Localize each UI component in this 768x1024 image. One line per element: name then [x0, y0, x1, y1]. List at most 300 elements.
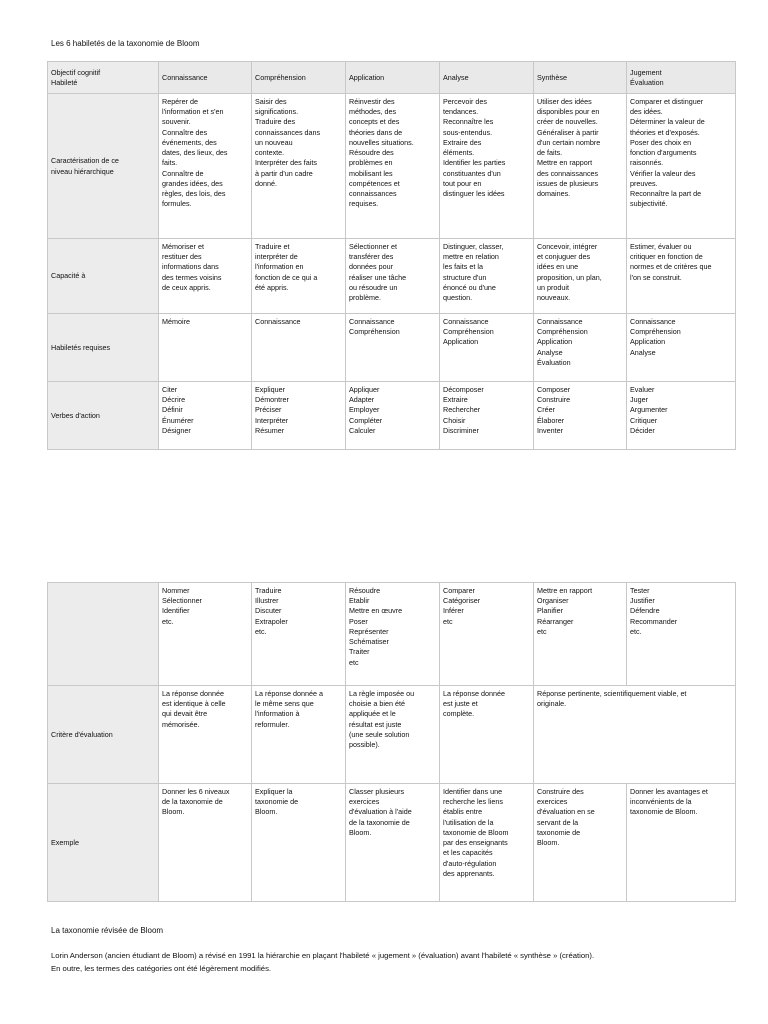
- table-row: [48, 314, 736, 382]
- cell-line: Comparer: [443, 586, 475, 595]
- cell-line: etc: [537, 626, 547, 636]
- cell-line: Discuter: [255, 606, 282, 616]
- paragraph-line: Lorin Anderson (ancien étudiant de Bloom) a révisé en 1991 la hiérarchie en plaçant l'habileté « jugement » (évaluation) avant l'habileté « synthèse » (création).: [51, 951, 595, 960]
- cell-line: Justifier: [630, 596, 655, 606]
- row-label-empty: [48, 583, 159, 686]
- cell-line: transférer des: [349, 252, 394, 262]
- cell-line: réaliser une tâche: [349, 272, 407, 282]
- table-cell: [252, 784, 346, 902]
- cell-line: Bloom.: [349, 827, 372, 837]
- cell-line: Sélectionner: [162, 596, 202, 606]
- cell-line: Créer: [537, 405, 555, 415]
- cell-line: taxonomie de: [255, 797, 299, 807]
- header-cell: [440, 62, 534, 94]
- cell-line: Compréhension: [630, 327, 681, 337]
- row-label: [48, 94, 159, 239]
- cell-line: Construire: [537, 395, 571, 405]
- cell-line: et les capacités: [443, 848, 493, 858]
- cell-line: un nouveau: [255, 137, 293, 147]
- cell-line: de la taxonomie de: [162, 797, 223, 807]
- cell-line: distinguer les idées: [443, 188, 505, 198]
- cell-line: par des enseignants: [443, 838, 508, 848]
- cell-line: La réponse donnée: [443, 689, 505, 698]
- cell-line: Déterminer la valeur de: [630, 117, 705, 127]
- cell-line: dates, des lieux, des: [162, 148, 228, 158]
- cell-line: Analyse: [443, 72, 469, 82]
- cell-line: établis entre: [443, 807, 483, 817]
- cell-line: mettre en relation: [443, 252, 499, 262]
- cell-line: Mémoriser et: [162, 242, 204, 251]
- cell-line: Application: [537, 337, 573, 347]
- cell-line: Tester: [630, 586, 650, 595]
- cell-line: l'information et s'en: [162, 107, 224, 117]
- cell-line: etc: [443, 616, 453, 626]
- cell-line: La règle imposée ou: [349, 689, 415, 698]
- cell-line: Verbes d'action: [51, 410, 100, 420]
- cell-line: Élaborer: [537, 415, 565, 425]
- table-cell: [627, 239, 736, 314]
- cell-line: connaissances dans: [255, 127, 321, 137]
- cell-line: d'auto-régulation: [443, 858, 497, 868]
- cell-line: tout pour en: [443, 178, 482, 188]
- cell-line: méthodes, des: [349, 107, 397, 117]
- table-row-example: [48, 784, 736, 902]
- cell-line: originale.: [537, 699, 567, 709]
- cell-line: Saisir des: [255, 97, 287, 106]
- table-cell: [440, 239, 534, 314]
- cell-line: Résoudre des: [349, 148, 394, 158]
- cell-line: Identifier les parties: [443, 158, 506, 168]
- cell-line: de la taxonomie de: [349, 817, 410, 827]
- cell-line: niveau hiérarchique: [51, 166, 114, 176]
- cell-line: règles, des lois, des: [162, 188, 226, 198]
- cell-line: l'utilisation de la: [443, 817, 494, 827]
- cell-line: Évaluation: [537, 357, 571, 367]
- cell-line: raisonnés.: [630, 158, 664, 168]
- cell-line: Extraire des: [443, 137, 482, 147]
- cell-line: Mémoire: [162, 317, 190, 326]
- cell-line: problème.: [349, 293, 381, 303]
- cell-line: Schématiser: [349, 637, 389, 647]
- row-label: [48, 382, 159, 450]
- table-cell: [252, 686, 346, 784]
- cell-line: Énumérer: [162, 415, 194, 425]
- cell-line: etc: [349, 657, 359, 667]
- cell-line: La réponse donnée: [162, 689, 224, 698]
- cell-line: Traduire des: [255, 117, 296, 127]
- cell-line: reformuler.: [255, 719, 290, 729]
- table-cell: [440, 686, 534, 784]
- cell-line: La réponse donnée a: [255, 689, 323, 698]
- cell-line: Mettre en œuvre: [349, 606, 403, 616]
- cell-line: Choisir: [443, 415, 466, 425]
- table-cell: [159, 686, 252, 784]
- cell-line: Expliquer la: [255, 787, 293, 796]
- table-cell: [534, 239, 627, 314]
- cell-line: Recommander: [630, 616, 678, 626]
- table-cell: [346, 784, 440, 902]
- cell-line: significations.: [255, 107, 299, 117]
- cell-line: nouveaux.: [537, 293, 571, 303]
- cell-line: Distinguer, classer,: [443, 242, 504, 251]
- cell-line: Extraire: [443, 395, 468, 405]
- cell-line: des termes voisins: [162, 272, 222, 282]
- cell-line: Etablir: [349, 596, 370, 606]
- cell-line: Extrapoler: [255, 616, 288, 626]
- cell-line: Poser des choix en: [630, 137, 692, 147]
- cell-line: Reconnaître les: [443, 117, 494, 127]
- cell-line: subjectivité.: [630, 199, 668, 209]
- cell-line: Compréhension: [537, 327, 588, 337]
- cell-line: requises.: [349, 199, 379, 209]
- table-cell: [627, 583, 736, 686]
- cell-line: est identique à celle: [162, 699, 226, 709]
- table-cell: [440, 382, 534, 450]
- table-cell: [159, 382, 252, 450]
- cell-line: le même sens que: [255, 699, 314, 709]
- cell-line: ou résoudre un: [349, 282, 398, 292]
- cell-line: choisie a bien été: [349, 699, 405, 709]
- table-cell: [346, 314, 440, 382]
- table-cell: [627, 314, 736, 382]
- cell-line: Synthèse: [537, 72, 567, 82]
- cell-line: appliquée et le: [349, 709, 396, 719]
- cell-line: possible).: [349, 740, 380, 750]
- cell-line: Compréhension: [349, 327, 400, 337]
- cell-line: exercices: [537, 797, 568, 807]
- cell-line: à partir d'un cadre: [255, 168, 313, 178]
- cell-line: Interpréter: [255, 415, 289, 425]
- cell-line: d'évaluation à l'aide: [349, 807, 412, 817]
- row-label: [48, 314, 159, 382]
- table-cell: [346, 382, 440, 450]
- cell-line: les faits et la: [443, 262, 483, 272]
- header-cell: [159, 62, 252, 94]
- cell-line: Décrire: [162, 395, 186, 405]
- cell-line: Bloom.: [255, 807, 278, 817]
- cell-line: l'information en: [255, 262, 304, 272]
- cell-line: de ceux appris.: [162, 282, 211, 292]
- cell-line: Réinvestir des: [349, 97, 395, 106]
- cell-line: l'information à: [255, 709, 300, 719]
- table-cell: [627, 784, 736, 902]
- table-row: [48, 94, 736, 239]
- cell-line: disponibles pour en: [537, 107, 600, 117]
- cell-line: Réponse pertinente, scientifiquement viable, et: [537, 689, 687, 698]
- cell-line: Objectif cognitif: [51, 67, 101, 77]
- cell-line: Résoudre: [349, 586, 381, 595]
- table-cell: [534, 784, 627, 902]
- header-cell: [252, 62, 346, 94]
- cell-line: Résumer: [255, 425, 285, 435]
- cell-line: Appliquer: [349, 385, 380, 394]
- table-cell: [534, 94, 627, 239]
- cell-line: formules.: [162, 199, 192, 209]
- table-cell: [440, 94, 534, 239]
- table-cell: [627, 382, 736, 450]
- cell-line: Décomposer: [443, 385, 484, 394]
- cell-line: Nommer: [162, 586, 190, 595]
- table-cell: [346, 94, 440, 239]
- cell-line: Identifier dans une: [443, 787, 503, 796]
- cell-line: théories et d'exposés.: [630, 127, 700, 137]
- cell-line: proposition, un plan,: [537, 272, 602, 282]
- cell-line: Construire des: [537, 787, 584, 796]
- cell-line: Connaître de: [162, 168, 204, 178]
- cell-line: est juste et: [443, 699, 478, 709]
- table-cell-merged: [534, 686, 736, 784]
- bloom-table-part-1: [47, 61, 736, 450]
- cell-line: Catégoriser: [443, 596, 481, 606]
- table-cell: [159, 239, 252, 314]
- cell-line: Connaître des: [162, 127, 208, 137]
- table-cell: [252, 382, 346, 450]
- cell-line: contexte.: [255, 148, 285, 158]
- table-cell: [440, 784, 534, 902]
- cell-line: recherche les liens: [443, 797, 503, 807]
- cell-line: Organiser: [537, 596, 569, 606]
- cell-line: idées en une: [537, 262, 579, 272]
- cell-line: tendances.: [443, 107, 479, 117]
- table-cell: [159, 583, 252, 686]
- cell-line: Repérer de: [162, 97, 198, 106]
- cell-line: informations dans: [162, 262, 219, 272]
- cell-line: Évaluation: [630, 78, 664, 87]
- cell-line: mémorisée.: [162, 719, 200, 729]
- header-cell: [627, 62, 736, 94]
- cell-line: Inventer: [537, 425, 563, 435]
- cell-line: fonction de ce qui a: [255, 272, 318, 282]
- cell-line: fonction d'arguments: [630, 148, 697, 158]
- table-cell: [159, 784, 252, 902]
- table-row: [48, 382, 736, 450]
- cell-line: exercices: [349, 797, 380, 807]
- cell-line: Jugement: [630, 67, 662, 77]
- cell-line: critiquer en fonction de: [630, 252, 703, 262]
- cell-line: un produit: [537, 282, 569, 292]
- cell-line: Estimer, évaluer ou: [630, 242, 692, 251]
- cell-line: souvenir.: [162, 117, 191, 127]
- cell-line: Sélectionner et: [349, 242, 397, 251]
- table-row-verbs-continued: [48, 583, 736, 686]
- cell-line: d'un certain nombre: [537, 137, 601, 147]
- cell-line: Compréhension: [443, 327, 494, 337]
- cell-line: des idées.: [630, 107, 663, 117]
- table-cell: [252, 314, 346, 382]
- table-row-criteria: [48, 686, 736, 784]
- cell-line: Connaissance: [255, 317, 301, 326]
- cell-line: Critiquer: [630, 415, 658, 425]
- cell-line: grandes idées, des: [162, 178, 223, 188]
- cell-line: Défendre: [630, 606, 660, 616]
- cell-line: inconvénients de la: [630, 797, 692, 807]
- row-label: [48, 686, 159, 784]
- cell-line: Identifier: [162, 606, 190, 616]
- cell-line: taxonomie de Bloom: [443, 827, 509, 837]
- cell-line: taxonomie de Bloom.: [630, 807, 698, 817]
- cell-line: Juger: [630, 395, 648, 405]
- cell-line: Application: [630, 337, 666, 347]
- cell-line: Préciser: [255, 405, 282, 415]
- cell-line: Caractérisation de ce: [51, 156, 119, 166]
- cell-line: problèmes en: [349, 158, 393, 168]
- table-cell: [159, 94, 252, 239]
- cell-line: résultat est juste: [349, 719, 402, 729]
- cell-line: Mettre en rapport: [537, 586, 593, 595]
- cell-line: connaissances: [349, 188, 397, 198]
- table-cell: [440, 583, 534, 686]
- table-cell: [346, 686, 440, 784]
- cell-line: Comparer et distinguer: [630, 97, 704, 106]
- table-cell: [252, 94, 346, 239]
- cell-line: Application: [349, 72, 385, 82]
- cell-line: Planifier: [537, 606, 563, 616]
- cell-line: donné.: [255, 178, 277, 188]
- cell-line: Percevoir des: [443, 97, 487, 106]
- cell-line: domaines.: [537, 188, 571, 198]
- cell-line: question.: [443, 293, 473, 303]
- cell-line: Classer plusieurs: [349, 787, 405, 796]
- cell-line: Vérifier la valeur des: [630, 168, 696, 178]
- cell-line: Représenter: [349, 626, 389, 636]
- paragraph-line: En outre, les termes des catégories ont été légèrement modifiés.: [51, 964, 272, 974]
- cell-line: Poser: [349, 616, 368, 626]
- table-row: [48, 239, 736, 314]
- cell-line: Capacité à: [51, 271, 86, 281]
- cell-line: créer de nouvelles.: [537, 117, 598, 127]
- cell-line: événements, des: [162, 137, 217, 147]
- cell-line: Exemple: [51, 837, 79, 847]
- cell-line: Calculer: [349, 425, 376, 435]
- document-title: Les 6 habiletés de la taxonomie de Bloom: [51, 39, 200, 48]
- cell-line: qui devait être: [162, 709, 208, 719]
- cell-line: Analyse: [537, 347, 563, 357]
- cell-line: Généraliser à partir: [537, 127, 599, 137]
- header-cell: [346, 62, 440, 94]
- cell-line: Mettre en rapport: [537, 158, 593, 168]
- table-cell: [627, 94, 736, 239]
- cell-line: Compléter: [349, 415, 383, 425]
- cell-line: d'évaluation en se: [537, 807, 595, 817]
- table-cell: [252, 239, 346, 314]
- cell-line: Désigner: [162, 425, 191, 435]
- cell-line: Expliquer: [255, 385, 285, 394]
- bloom-table-part-2: [47, 582, 736, 902]
- cell-line: Compréhension: [255, 72, 306, 82]
- cell-line: Bloom.: [162, 807, 185, 817]
- cell-line: structure d'un: [443, 272, 487, 282]
- row-label: [48, 784, 159, 902]
- cell-line: Inférer: [443, 606, 464, 616]
- cell-line: théories dans de: [349, 127, 403, 137]
- cell-line: et conjuguer des: [537, 252, 591, 262]
- cell-line: Connaissance: [537, 317, 583, 326]
- cell-line: l'on se construit.: [630, 272, 682, 282]
- cell-line: (une seule solution: [349, 729, 410, 739]
- cell-line: Application: [443, 337, 479, 347]
- cell-line: Adapter: [349, 395, 375, 405]
- cell-line: Connaissance: [443, 317, 489, 326]
- cell-line: des apprenants.: [443, 868, 495, 878]
- cell-line: énoncé ou d'une: [443, 282, 496, 292]
- cell-line: Critère d'évaluation: [51, 729, 113, 739]
- cell-line: été appris.: [255, 282, 289, 292]
- cell-line: Analyse: [630, 347, 656, 357]
- cell-line: Définir: [162, 405, 183, 415]
- cell-line: normes et de critères que: [630, 262, 712, 272]
- cell-line: complète.: [443, 709, 475, 719]
- cell-line: Démontrer: [255, 395, 289, 405]
- cell-line: Illustrer: [255, 596, 279, 606]
- cell-line: Interpréter des faits: [255, 158, 317, 168]
- cell-line: Bloom.: [537, 838, 560, 848]
- table-cell: [534, 583, 627, 686]
- cell-line: des connaissances: [537, 168, 599, 178]
- table-cell: [440, 314, 534, 382]
- cell-line: nouvelles situations.: [349, 137, 414, 147]
- cell-line: Connaissance: [349, 317, 395, 326]
- cell-line: Habiletés requises: [51, 342, 111, 352]
- table-cell: [534, 382, 627, 450]
- cell-line: Evaluer: [630, 385, 655, 394]
- cell-line: Réarranger: [537, 616, 574, 626]
- cell-line: mobilisant les: [349, 168, 393, 178]
- table-cell: [534, 314, 627, 382]
- header-cell: [534, 62, 627, 94]
- cell-line: Connaissance: [162, 72, 208, 82]
- cell-line: servant de la: [537, 817, 579, 827]
- cell-line: Employer: [349, 405, 380, 415]
- cell-line: données pour: [349, 262, 393, 272]
- cell-line: faits.: [162, 158, 178, 168]
- cell-line: etc.: [255, 626, 267, 636]
- cell-line: Argumenter: [630, 405, 668, 415]
- cell-line: Discriminer: [443, 425, 479, 435]
- table-cell: [159, 314, 252, 382]
- cell-line: sous-entendus.: [443, 127, 493, 137]
- cell-line: de faits.: [537, 148, 563, 158]
- cell-line: etc.: [630, 626, 642, 636]
- cell-line: Connaissance: [630, 317, 676, 326]
- cell-line: Traduire: [255, 586, 282, 595]
- header-row: [48, 62, 736, 94]
- cell-line: interpréter de: [255, 252, 298, 262]
- table-cell: [346, 583, 440, 686]
- row-label: [48, 239, 159, 314]
- cell-line: Rechercher: [443, 405, 481, 415]
- cell-line: concepts et des: [349, 117, 400, 127]
- cell-line: Composer: [537, 385, 571, 394]
- cell-line: compétences et: [349, 178, 400, 188]
- cell-line: issues de plusieurs: [537, 178, 599, 188]
- cell-line: preuves.: [630, 178, 658, 188]
- cell-line: Citer: [162, 385, 178, 394]
- cell-line: éléments.: [443, 148, 475, 158]
- cell-line: Traduire et: [255, 242, 290, 251]
- cell-line: Donner les 6 niveaux: [162, 787, 230, 796]
- cell-line: Donner les avantages et: [630, 787, 708, 796]
- revised-taxonomy-paragraph: [51, 949, 594, 976]
- cell-line: Habileté: [51, 78, 78, 87]
- cell-line: Traiter: [349, 647, 370, 657]
- table-cell: [252, 583, 346, 686]
- table-cell: [346, 239, 440, 314]
- header-cell-objective: [48, 62, 159, 94]
- cell-line: Reconnaître la part de: [630, 188, 702, 198]
- cell-line: restituer des: [162, 252, 202, 262]
- cell-line: Décider: [630, 425, 655, 435]
- revised-taxonomy-heading: La taxonomie révisée de Bloom: [51, 926, 164, 935]
